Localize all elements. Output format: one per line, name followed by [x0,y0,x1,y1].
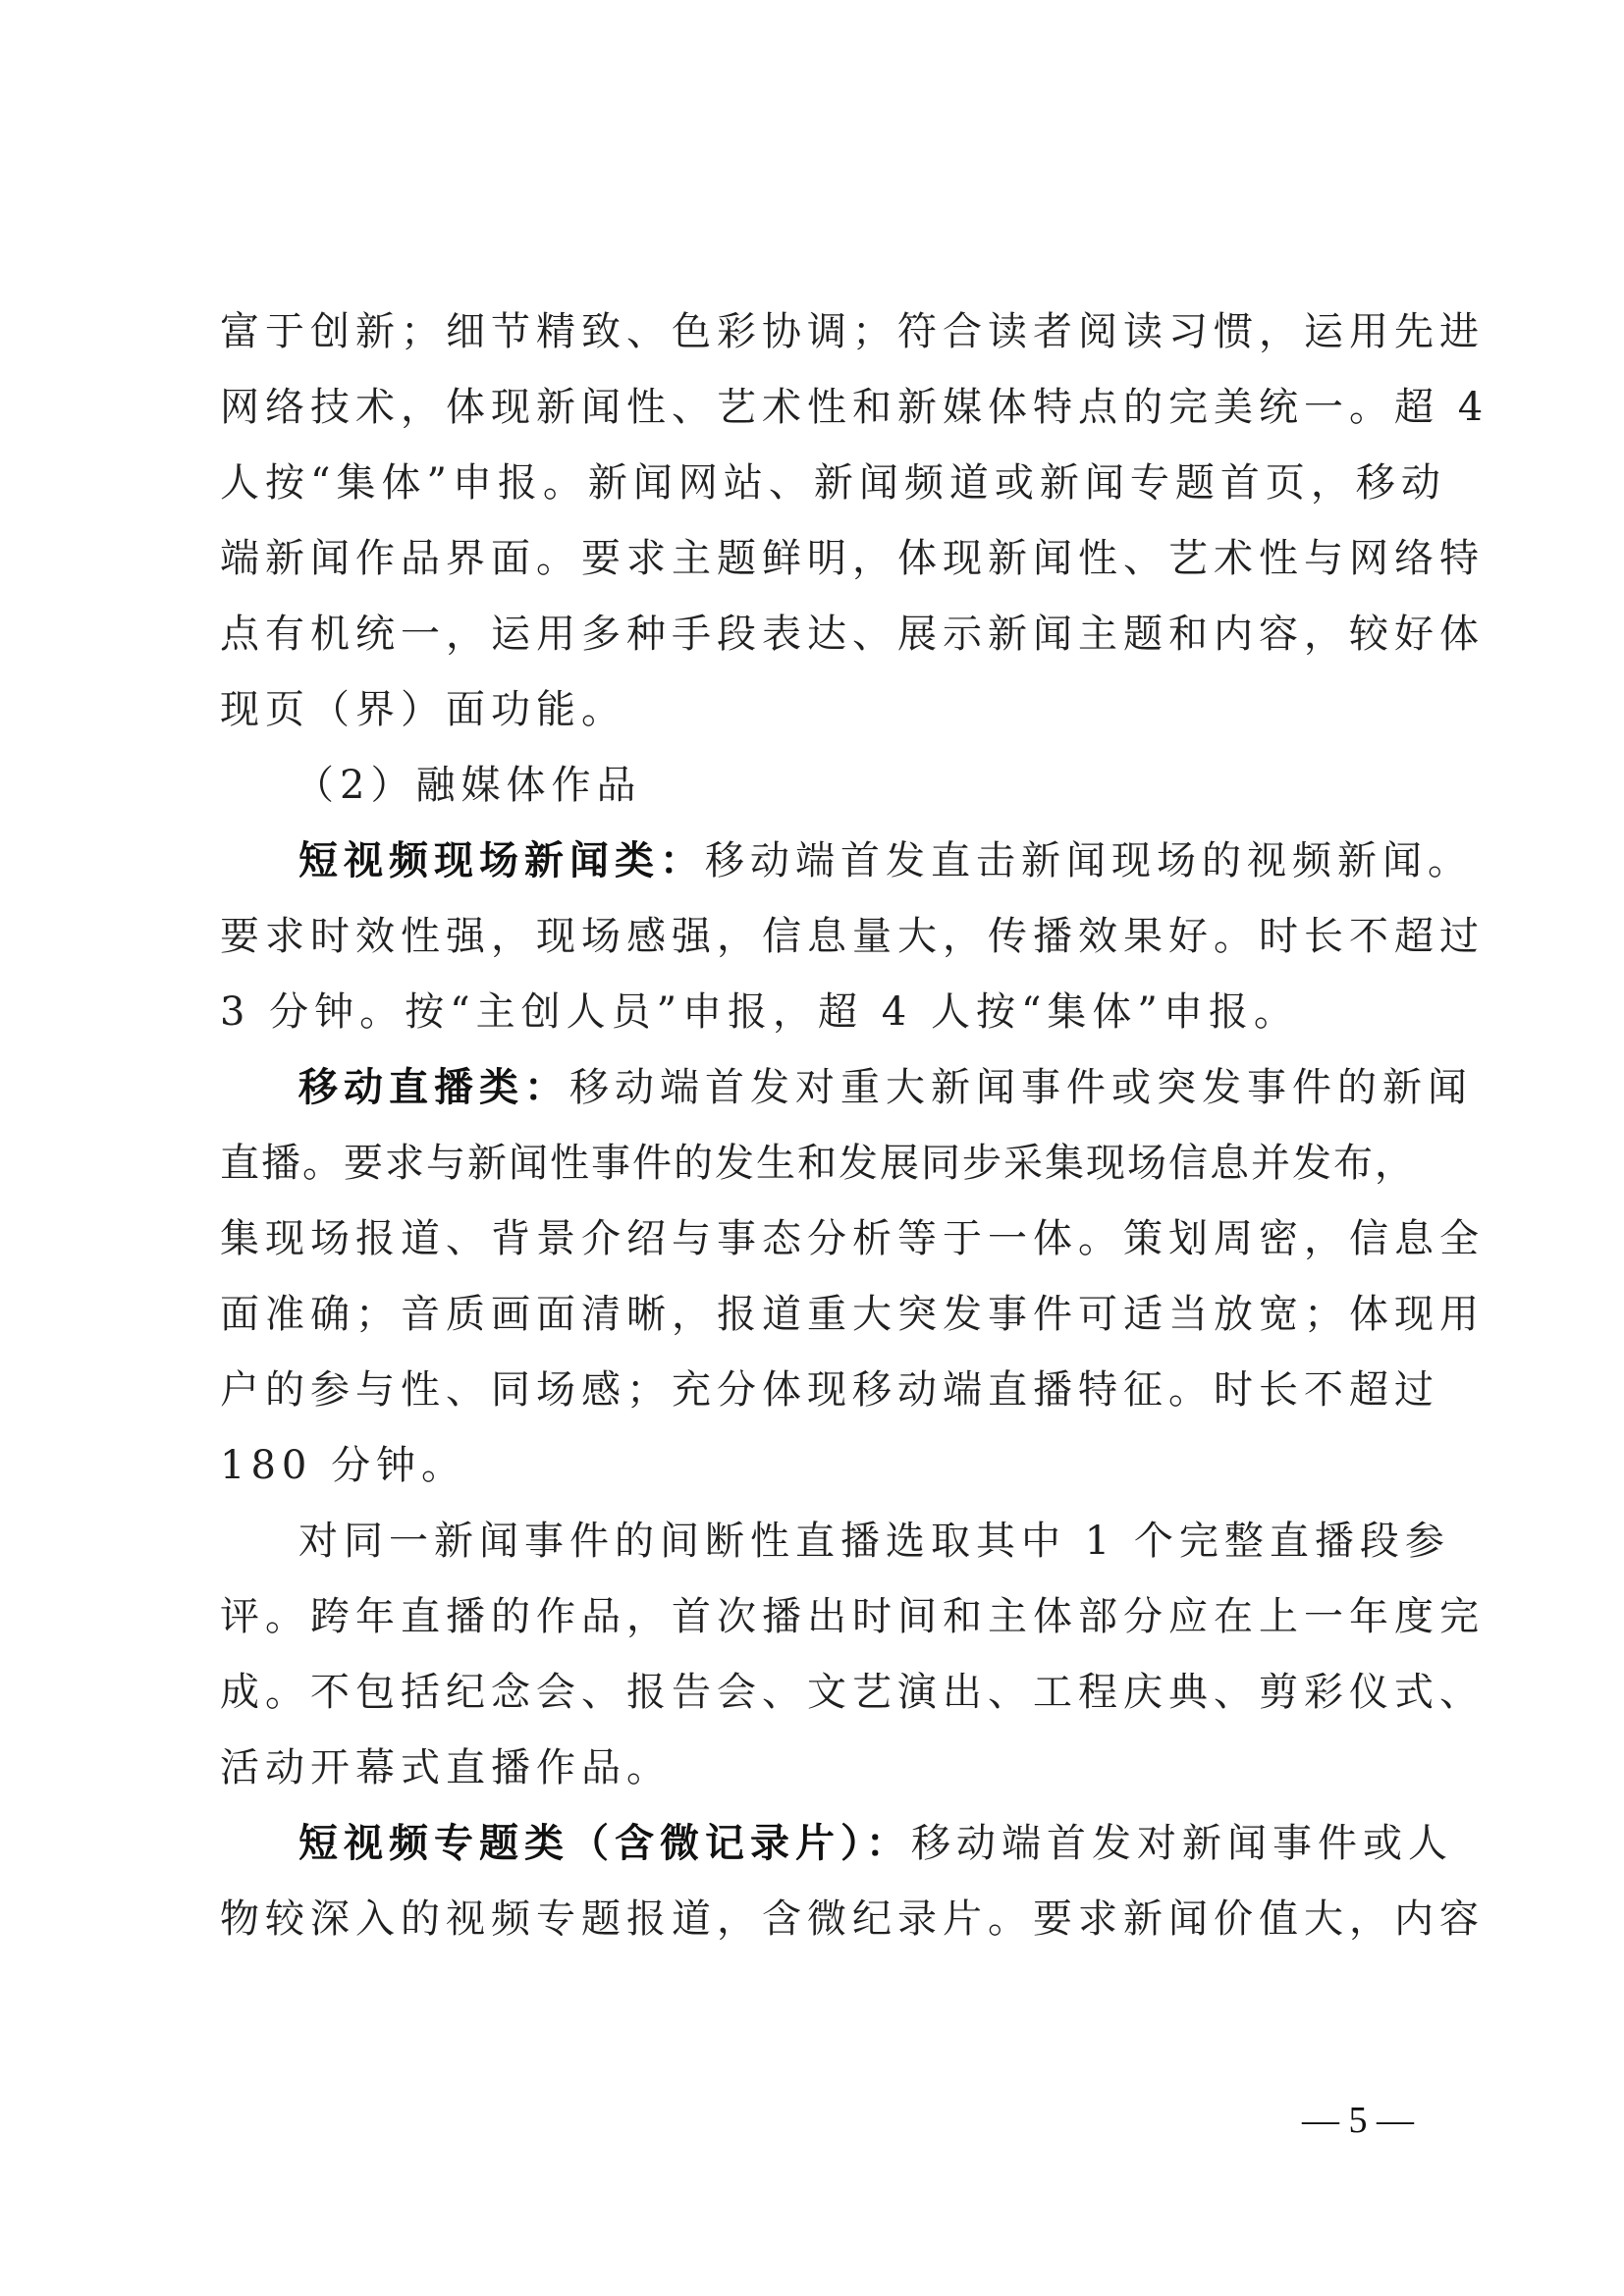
text-line: 活动开幕式直播作品。 [220,1745,672,1790]
text-span: 移动端首发对重大新闻事件或突发事件的新闻 [569,1065,1473,1110]
text-line: 要求时效性强，现场感强，信息量大，传播效果好。时长不超过 [220,914,1485,959]
text-line: 富于创新；细节精致、色彩协调；符合读者阅读习惯，运用先进 [220,309,1485,354]
paragraph-first-line [298,1816,1453,1871]
paragraph-first-line [298,833,1473,888]
section-heading: （2）融媒体作品 [295,763,642,808]
text-line: 对同一新闻事件的间断性直播选取其中 1 个完整直播段参 [298,1519,1450,1564]
term-label: 移动直播类： [298,1064,569,1110]
text-line: 端新闻作品界面。要求主题鲜明，体现新闻性、艺术性与网络特 [220,536,1485,581]
text-line: 面准确；音质画面清晰，报道重大突发事件可适当放宽；体现用 [220,1292,1485,1337]
text-span: 移动端首发对新闻事件或人 [911,1821,1453,1866]
text-line: 180 分钟。 [220,1443,467,1488]
text-span: 移动端首发直击新闻现场的视频新闻。 [705,838,1473,883]
text-line: 评。跨年直播的作品，首次播出时间和主体部分应在上一年度完 [220,1594,1485,1639]
text-line: 户的参与性、同场感；充分体现移动端直播特征。时长不超过 [220,1367,1439,1413]
text-line: 人按“集体”申报。新闻网站、新闻频道或新闻专题首页，移动 [220,460,1446,506]
term-label: 短视频专题类（含微记录片）： [298,1820,911,1866]
text-line: 点有机统一，运用多种手段表达、展示新闻主题和内容，较好体 [220,612,1485,657]
text-line: 网络技术，体现新闻性、艺术性和新媒体特点的完美统一。超 4 [220,385,1489,430]
text-line: 直播。要求与新闻性事件的发生和发展同步采集现场信息并发布， [220,1141,1416,1186]
page-number: — 5 — [1302,2100,1414,2141]
text-line: 成。不包括纪念会、报告会、文艺演出、工程庆典、剪彩仪式、 [220,1670,1485,1715]
text-line: 集现场报道、背景介绍与事态分析等于一体。策划周密，信息全 [220,1216,1485,1261]
paragraph-first-line [298,1060,1473,1115]
text-line: 3 分钟。按“主创人员”申报，超 4 人按“集体”申报。 [220,989,1299,1035]
text-line: 现页（界）面功能。 [220,687,626,732]
text-line: 物较深入的视频专题报道，含微纪录片。要求新闻价值大，内容 [220,1896,1485,1942]
term-label: 短视频现场新闻类： [298,837,705,883]
